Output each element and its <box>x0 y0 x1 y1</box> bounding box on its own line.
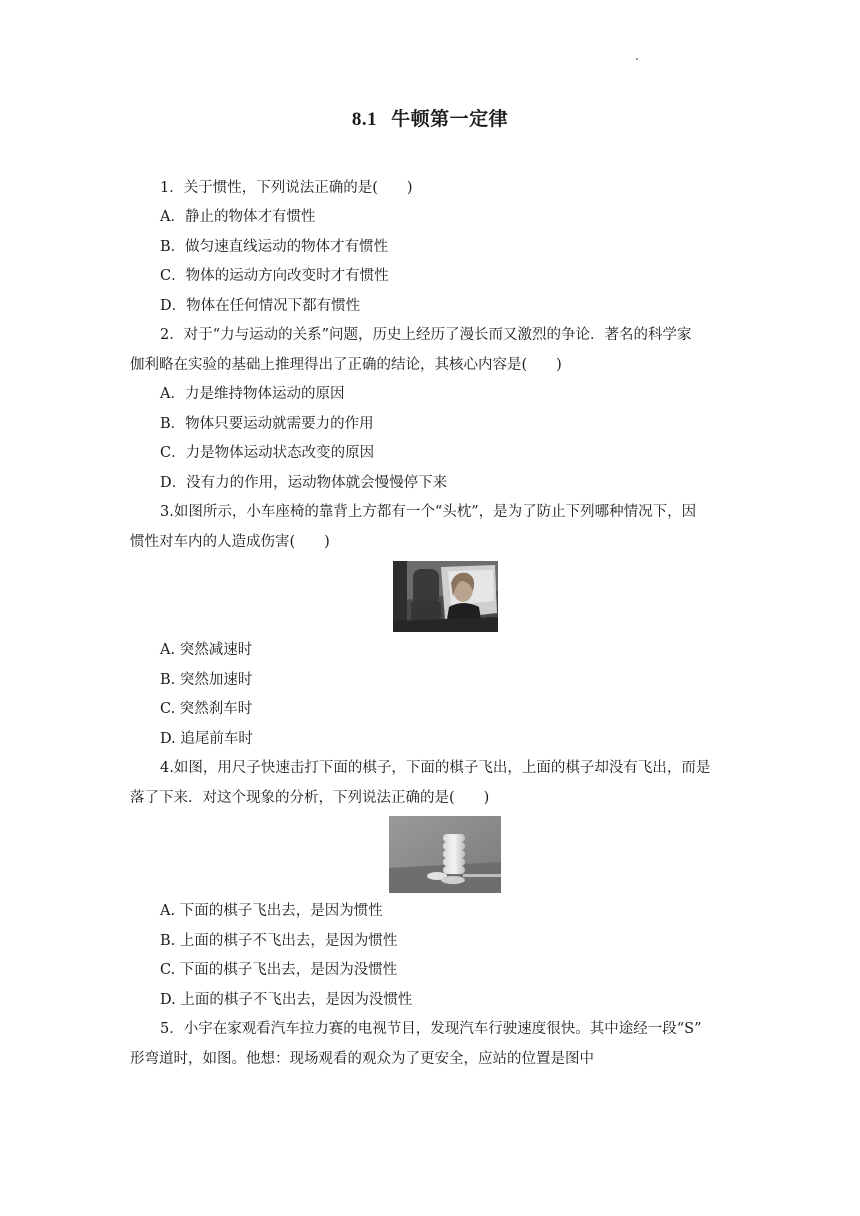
q4-option-c: C. 下面的棋子飞出去，是因为没惯性 <box>160 962 398 978</box>
page-title <box>0 104 860 131</box>
q2-option-d: D．没有力的作用，运动物体就会慢慢停下来 <box>160 475 448 491</box>
q4-option-d: D. 上面的棋子不飞出去，是因为没惯性 <box>160 992 413 1008</box>
q1-option-a: A．静止的物体才有惯性 <box>160 209 316 225</box>
q2-stem-line1: 2．对于“力与运动的关系”问题，历史上经历了漫长而又激烈的争论．著名的科学家 <box>160 327 692 343</box>
q5-stem-line2: 形弯道时，如图。他想：现场观看的观众为了更安全，应站的位置是图中 <box>130 1051 594 1067</box>
q1-option-d: D．物体在任何情况下都有惯性 <box>160 298 361 314</box>
q5-stem-line1: 5．小宇在家观看汽车拉力赛的电视节目，发现汽车行驶速度很快。其中途经一段“S” <box>160 1021 702 1037</box>
q2-option-b: B．物体只要运动就需要力的作用 <box>160 416 374 432</box>
q1-stem: 1．关于惯性，下列说法正确的是( ) <box>160 180 413 196</box>
q4-stem-line1: 4.如图，用尺子快速击打下面的棋子，下面的棋子飞出，上面的棋子却没有飞出，而是 <box>160 760 711 776</box>
q3-option-d: D. 追尾前车时 <box>160 731 253 747</box>
q4-stem-line2: 落了下来．对这个现象的分析，下列说法正确的是( ) <box>130 790 490 806</box>
section-number: 8.1 <box>351 109 378 130</box>
section-title: 牛顿第一定律 <box>391 108 509 130</box>
q3-option-b: B. 突然加速时 <box>160 672 253 688</box>
q2-stem-line2: 伽利略在实验的基础上推理得出了正确的结论，其核心内容是( ) <box>130 357 562 373</box>
q3-stem-line2: 惯性对车内的人造成伤害( ) <box>130 534 330 550</box>
q2-option-a: A．力是维持物体运动的原因 <box>160 386 345 402</box>
q3-stem-line1: 3.如图所示，小车座椅的靠背上方都有一个“头枕”，是为了防止下列哪种情况下，因 <box>160 504 697 520</box>
q1-option-b: B．做匀速直线运动的物体才有惯性 <box>160 239 389 255</box>
chess-pieces-photo <box>389 816 501 893</box>
q3-option-c: C. 突然刹车时 <box>160 701 253 717</box>
q2-option-c: C．力是物体运动状态改变的原因 <box>160 445 375 461</box>
q1-option-c: C．物体的运动方向改变时才有惯性 <box>160 268 389 284</box>
q4-option-b: B. 上面的棋子不飞出去，是因为惯性 <box>160 933 398 949</box>
corner-dot <box>636 58 638 60</box>
car-headrest-photo <box>393 561 498 632</box>
q4-option-a: A. 下面的棋子飞出去，是因为惯性 <box>160 903 383 919</box>
q3-option-a: A. 突然减速时 <box>160 642 253 658</box>
